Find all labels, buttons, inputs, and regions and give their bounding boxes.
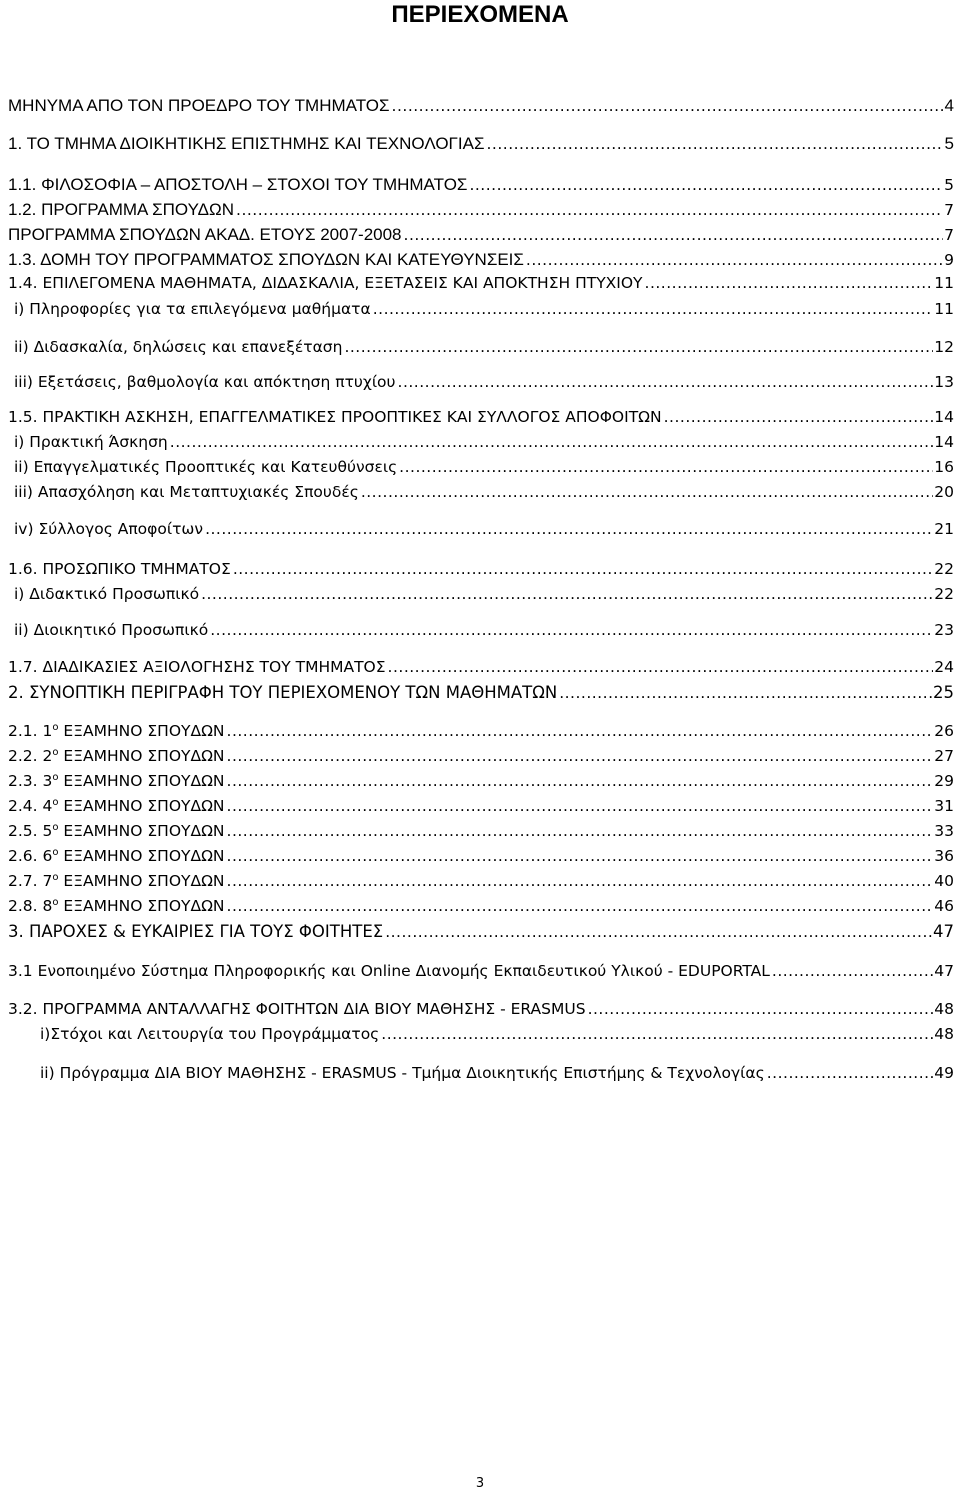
toc-entry-label: ii) Διδασκαλία, δηλώσεις και επανεξέταση <box>14 338 343 356</box>
toc-entry-label: 3.2. ΠΡΟΓΡΑΜΜΑ ΑΝΤΑΛΛΑΓΗΣ ΦΟΙΤΗΤΩΝ ΔΙΑ ΒΙΟΥ ΜΑΘΗΣΗΣ - ERASMUS <box>8 1000 586 1018</box>
toc-leader-dots <box>404 226 944 244</box>
page-number: 3 <box>475 1476 485 1491</box>
toc-entry[interactable] <box>14 520 954 538</box>
toc-entry-page: 25 <box>933 683 954 702</box>
toc-leader-dots <box>388 658 934 676</box>
toc-leader-dots <box>233 560 933 578</box>
toc-entry-page: 4 <box>944 96 954 115</box>
toc-entry[interactable] <box>8 408 954 426</box>
toc-entry[interactable] <box>14 338 954 356</box>
toc-entry[interactable] <box>8 722 954 740</box>
toc-entry[interactable] <box>8 134 954 154</box>
toc-entry[interactable] <box>8 250 954 270</box>
toc-entry-page: 16 <box>934 458 954 476</box>
toc-entry[interactable] <box>8 225 954 245</box>
toc-leader-dots <box>205 520 933 538</box>
toc-entry[interactable] <box>14 433 954 451</box>
toc-entry-label: iii) Απασχόληση και Μεταπτυχιακές Σπουδές <box>14 483 359 501</box>
toc-entry-label: 2.3. $3^o$ ΕΞΑΜΗΝΟ ΣΠΟΥΔΩΝ <box>8 772 225 790</box>
toc-entry-label: 3.1 Ενοποιημένο Σύστημα Πληροφορικής και Online Διανομής Εκπαιδευτικού Υλικού - EDUPORTAL <box>8 962 770 980</box>
toc-leader-dots <box>588 1000 934 1018</box>
toc-leader-dots <box>772 962 933 980</box>
toc-entry-label: 1.6. ΠΡΟΣΩΠΙΚΟ ΤΜΗΜΑΤΟΣ <box>8 560 231 578</box>
toc-entry-page: 12 <box>934 338 954 356</box>
toc-entry-page: 21 <box>934 520 954 538</box>
toc-leader-dots <box>398 373 934 391</box>
toc-leader-dots <box>399 458 933 476</box>
toc-leader-dots <box>227 722 934 740</box>
toc-leader-dots <box>170 433 934 451</box>
toc-entry-label: ΜΗΝΥΜΑ ΑΠΟ ΤΟΝ ΠΡΟΕΔΡΟ ΤΟΥ ΤΜΗΜΑΤΟΣ <box>8 96 390 115</box>
toc-entry[interactable] <box>14 300 954 318</box>
toc-leader-dots <box>526 251 943 269</box>
toc-leader-dots <box>344 338 933 356</box>
toc-entry[interactable] <box>8 872 954 890</box>
toc-entry-label: 2.4. $4^o$ ΕΞΑΜΗΝΟ ΣΠΟΥΔΩΝ <box>8 797 225 815</box>
toc-entry[interactable] <box>14 458 954 476</box>
toc-entry-label: 2. ΣΥΝΟΠΤΙΚΗ ΠΕΡΙΓΡΑΦΗ ΤΟΥ ΠΕΡΙΕΧΟΜΕΝΟΥ ΤΩΝ ΜΑΘΗΜΑΤΩΝ <box>8 683 558 702</box>
page-title: ΠΕΡΙΕΧΟΜΕΝΑ <box>391 1 569 28</box>
toc-entry-page: 36 <box>934 847 954 865</box>
toc-entry-page: 22 <box>934 585 954 603</box>
toc-leader-dots <box>227 797 934 815</box>
toc-entry-page: 23 <box>934 621 954 639</box>
toc-entry-label: 2.8. $8^o$ ΕΞΑΜΗΝΟ ΣΠΟΥΔΩΝ <box>8 897 225 915</box>
toc-entry-page: 49 <box>934 1064 954 1082</box>
toc-entry-page: 48 <box>934 1000 954 1018</box>
toc-entry-label: i) Διδακτικό Προσωπικό <box>14 585 200 603</box>
toc-entry-label: 1.2. ΠΡΟΓΡΑΜΜΑ ΣΠΟΥΔΩΝ <box>8 200 235 219</box>
toc-leader-dots <box>361 483 933 501</box>
toc-leader-dots <box>236 201 943 219</box>
toc-entry-label: iii) Εξετάσεις, βαθμολογία και απόκτηση πτυχίου <box>14 373 396 391</box>
toc-entry-label: i) Πληροφορίες για τα επιλεγόμενα μαθήματα <box>14 300 371 318</box>
toc-entry[interactable] <box>8 274 954 292</box>
toc-entry-label: ΠΡΟΓΡΑΜΜΑ ΣΠΟΥΔΩΝ ΑΚΑΔ. ΕΤΟΥΣ 2007-2008 <box>8 225 402 244</box>
toc-entry-page: 11 <box>934 274 954 292</box>
toc-leader-dots <box>385 923 932 941</box>
toc-leader-dots <box>664 408 934 426</box>
toc-entry[interactable] <box>8 175 954 195</box>
toc-entry-page: 26 <box>934 722 954 740</box>
toc-entry[interactable] <box>14 621 954 639</box>
toc-leader-dots <box>559 684 932 702</box>
toc-leader-dots <box>210 621 933 639</box>
toc-leader-dots <box>373 300 934 318</box>
toc-entry-page: 20 <box>934 483 954 501</box>
toc-entry-label: 2.6. $6^o$ ΕΞΑΜΗΝΟ ΣΠΟΥΔΩΝ <box>8 847 225 865</box>
toc-leader-dots <box>227 872 934 890</box>
toc-entry-page: 40 <box>934 872 954 890</box>
toc-entry-label: 3. ΠΑΡΟΧΕΣ & ΕΥΚΑΙΡΙΕΣ ΓΙΑ ΤΟΥΣ ΦΟΙΤΗΤΕΣ <box>8 922 384 941</box>
toc-entry-label: 1.3. ΔΟΜΗ ΤΟΥ ΠΡΟΓΡΑΜΜΑΤΟΣ ΣΠΟΥΔΩΝ ΚΑΙ ΚΑΤΕΥΘΥΝΣΕΙΣ <box>8 250 524 269</box>
toc-leader-dots <box>227 772 934 790</box>
toc-entry-label: 2.7. $7^o$ ΕΞΑΜΗΝΟ ΣΠΟΥΔΩΝ <box>8 872 225 890</box>
toc-entry-page: 47 <box>934 962 954 980</box>
toc-entry-page: 5 <box>944 134 954 153</box>
toc-entry-label: 1. ΤΟ ΤΜΗΜΑ ΔΙΟΙΚΗΤΙΚΗΣ ΕΠΙΣΤΗΜΗΣ ΚΑΙ ΤΕΧΝΟΛΟΓΙΑΣ <box>8 134 485 153</box>
toc-entry[interactable] <box>8 897 954 915</box>
toc-entry-page: 11 <box>934 300 954 318</box>
toc-entry-label: 1.7. ΔΙΑΔΙΚΑΣΙΕΣ ΑΞΙΟΛΟΓΗΣΗΣ ΤΟΥ ΤΜΗΜΑΤΟΣ <box>8 658 386 676</box>
toc-entry-page: 14 <box>934 433 954 451</box>
toc-leader-dots <box>381 1025 933 1043</box>
toc-entry-page: 47 <box>933 922 954 941</box>
toc-entry-page: 7 <box>944 201 954 219</box>
toc-leader-dots <box>227 747 934 765</box>
toc-leader-dots <box>486 135 943 153</box>
toc-entry-page: 29 <box>934 772 954 790</box>
toc-leader-dots <box>645 274 934 292</box>
toc-entry[interactable] <box>40 1025 954 1043</box>
toc-entry-label: 1.5. ΠΡΑΚΤΙΚΗ ΑΣΚΗΣΗ, ΕΠΑΓΓΕΛΜΑΤΙΚΕΣ ΠΡΟΟΠΤΙΚΕΣ ΚΑΙ ΣΥΛΛΟΓΟΣ ΑΠΟΦΟΙΤΩΝ <box>8 408 662 426</box>
toc-entry[interactable] <box>8 1000 954 1018</box>
toc-entry-label: ii) Διοικητικό Προσωπικό <box>14 621 209 639</box>
toc-entry[interactable] <box>8 560 954 578</box>
toc-entry[interactable] <box>8 847 954 865</box>
toc-leader-dots <box>469 176 943 194</box>
toc-entry[interactable] <box>8 922 954 941</box>
toc-entry[interactable] <box>14 373 954 391</box>
toc-leader-dots <box>392 97 944 115</box>
toc-entry-label: 2.5. $5^o$ ΕΞΑΜΗΝΟ ΣΠΟΥΔΩΝ <box>8 822 225 840</box>
toc-entry[interactable] <box>40 1064 954 1082</box>
toc-entry-page: 46 <box>934 897 954 915</box>
toc-entry-page: 9 <box>944 251 954 269</box>
toc-entry-page: 5 <box>944 176 954 194</box>
toc-entry-page: 24 <box>934 658 954 676</box>
toc-entry-label: ii) Επαγγελματικές Προοπτικές και Κατευθύνσεις <box>14 458 398 476</box>
toc-entry-label: 1.4. ΕΠΙΛΕΓΟΜΕΝΑ ΜΑΘΗΜΑΤΑ, ΔΙΔΑΣΚΑΛΙΑ, ΕΞΕΤΑΣΕΙΣ ΚΑΙ ΑΠΟΚΤΗΣΗ ΠΤΥΧΙΟΥ <box>8 274 643 292</box>
toc-entry-page: 22 <box>934 560 954 578</box>
toc-leader-dots <box>227 897 934 915</box>
toc-entry[interactable] <box>8 962 954 980</box>
toc-entry-page: 48 <box>934 1025 954 1043</box>
toc-leader-dots <box>227 822 934 840</box>
toc-entry[interactable] <box>8 658 954 676</box>
toc-entry-label: i) Πρακτική Άσκηση <box>14 433 168 451</box>
toc-entry-page: 13 <box>934 373 954 391</box>
toc-entry[interactable] <box>8 797 954 815</box>
toc-entry-label: iv) Σύλλογος Αποφοίτων <box>14 520 204 538</box>
toc-entry-page: 7 <box>944 226 954 244</box>
toc-entry-page: 31 <box>934 797 954 815</box>
toc-leader-dots <box>767 1064 934 1082</box>
toc-entry-label: 1.1. ΦΙΛΟΣΟΦΙΑ – ΑΠΟΣΤΟΛΗ – ΣΤΟΧΟΙ ΤΟΥ ΤΜΗΜΑΤΟΣ <box>8 175 468 194</box>
toc-entry[interactable] <box>8 747 954 765</box>
toc-entry-label: i)Στόχοι και Λειτουργία του Προγράμματος <box>40 1025 380 1043</box>
toc-entry[interactable] <box>8 200 954 220</box>
toc-entry[interactable] <box>8 683 954 702</box>
toc-entry-label: 2.1. $1^o$ ΕΞΑΜΗΝΟ ΣΠΟΥΔΩΝ <box>8 722 225 740</box>
toc-entry[interactable] <box>14 483 954 501</box>
toc-entry[interactable] <box>14 585 954 603</box>
toc-entry-label: 2.2. $2^o$ ΕΞΑΜΗΝΟ ΣΠΟΥΔΩΝ <box>8 747 225 765</box>
toc-leader-dots <box>201 585 933 603</box>
toc-leader-dots <box>227 847 934 865</box>
toc-entry[interactable] <box>8 822 954 840</box>
toc-entry-label: ii) Πρόγραμμα ΔΙΑ ΒΙΟΥ ΜΑΘΗΣΗΣ - ERASMUS - Τμήμα Διοικητικής Επιστήμης & Τεχνολογίας <box>40 1064 765 1082</box>
toc-entry-page: 14 <box>934 408 954 426</box>
toc-entry[interactable] <box>8 96 954 116</box>
toc-entry-page: 27 <box>934 747 954 765</box>
toc-entry[interactable] <box>8 772 954 790</box>
toc-entry-page: 33 <box>934 822 954 840</box>
